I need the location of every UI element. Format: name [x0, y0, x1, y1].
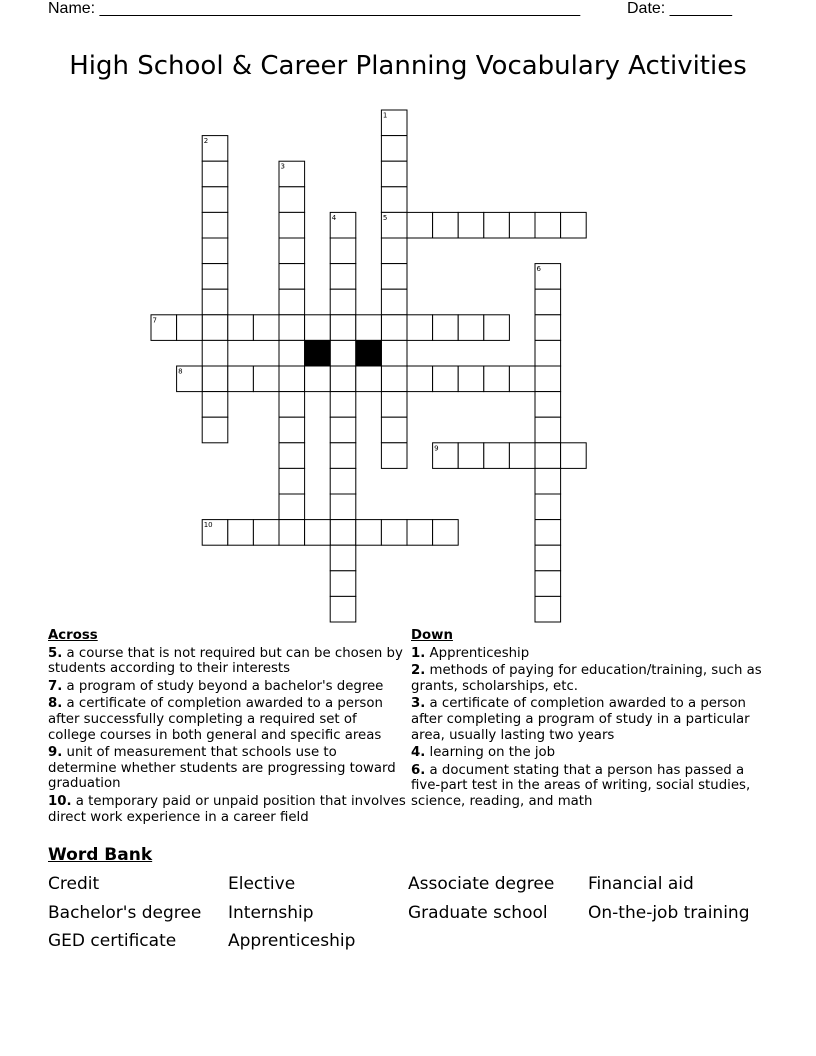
clue-number-label: 5	[382, 213, 388, 222]
clue-number: 3.	[411, 696, 426, 712]
clue-number: 4.	[411, 745, 426, 761]
crossword-cell[interactable]	[279, 289, 305, 315]
crossword-cell[interactable]	[433, 315, 459, 341]
page-title: High School & Career Planning Vocabulary Activities	[69, 51, 747, 81]
crossword-cell[interactable]	[279, 315, 305, 341]
clue-number: 2.	[411, 663, 426, 679]
crossword-cell[interactable]	[202, 212, 228, 238]
crossword-cell[interactable]	[279, 494, 305, 520]
down-clue	[411, 763, 771, 810]
clue-number: 5.	[48, 645, 63, 661]
crossword-cell[interactable]	[509, 212, 535, 238]
shaded-cell	[305, 340, 331, 366]
crossword-cell[interactable]	[561, 443, 587, 469]
crossword-cell[interactable]	[381, 238, 407, 264]
date-field-label: Date: _______	[627, 0, 732, 17]
crossword-cell[interactable]	[253, 366, 279, 392]
across-clue	[48, 679, 408, 695]
crossword-cell[interactable]	[509, 443, 535, 469]
word-bank-title: Word Bank	[48, 845, 153, 865]
crossword-cell[interactable]	[330, 571, 356, 597]
word-bank-item: Internship	[228, 903, 314, 923]
down-clue	[411, 663, 771, 694]
crossword-cell[interactable]	[279, 212, 305, 238]
word-bank-item: GED certificate	[48, 931, 177, 951]
crossword-cell[interactable]	[535, 289, 561, 315]
crossword-cell[interactable]	[330, 238, 356, 264]
crossword-cell[interactable]	[228, 366, 254, 392]
clue-text: a course that is not required but can be chosen by students according to their interests	[48, 645, 403, 677]
clue-number-label: 3	[280, 162, 285, 171]
word-bank-item: Associate degree	[408, 874, 555, 894]
crossword-cell[interactable]	[458, 443, 484, 469]
crossword-cell[interactable]	[202, 315, 228, 341]
across-clue	[48, 745, 408, 792]
down-heading: Down	[411, 628, 453, 643]
word-bank-item: On-the-job training	[588, 903, 750, 923]
crossword-cell[interactable]	[407, 212, 433, 238]
crossword-cell[interactable]	[330, 545, 356, 571]
crossword-cell[interactable]	[253, 315, 279, 341]
word-bank-item: Financial aid	[588, 874, 694, 894]
crossword-cell[interactable]	[535, 571, 561, 597]
crossword-cell[interactable]	[253, 520, 279, 546]
across-heading: Across	[48, 628, 98, 643]
clue-number: 10.	[48, 793, 72, 809]
crossword-cell[interactable]	[330, 366, 356, 392]
crossword-cell[interactable]	[535, 443, 561, 469]
crossword-cell[interactable]	[458, 212, 484, 238]
crossword-cell[interactable]	[535, 417, 561, 443]
crossword-cell[interactable]	[484, 366, 510, 392]
crossword-cell[interactable]	[330, 494, 356, 520]
crossword-cell[interactable]	[279, 392, 305, 418]
crossword-cell[interactable]	[381, 315, 407, 341]
word-bank-item: Graduate school	[408, 903, 548, 923]
clue-number-label: 7	[152, 316, 157, 325]
crossword-cell[interactable]	[330, 392, 356, 418]
across-clue	[48, 646, 408, 677]
crossword-cell[interactable]	[381, 520, 407, 546]
name-field-label: Name: ______________________________________________________	[48, 0, 581, 17]
crossword-cell[interactable]	[407, 315, 433, 341]
clue-number: 6.	[411, 762, 426, 778]
crossword-cell[interactable]	[202, 238, 228, 264]
clue-text: learning on the job	[429, 745, 556, 761]
crossword-cell[interactable]	[279, 264, 305, 290]
crossword-cell[interactable]	[202, 392, 228, 418]
crossword-cell[interactable]	[330, 520, 356, 546]
clue-text: a certificate of completion awarded to a person after completing a program of study in a particular area, usually lasting two years	[411, 696, 750, 743]
crossword-cell[interactable]	[381, 187, 407, 213]
clue-number: 7.	[48, 678, 63, 694]
down-clue	[411, 646, 771, 662]
crossword-cell[interactable]	[202, 289, 228, 315]
crossword-cell[interactable]	[381, 161, 407, 187]
clue-number: 8.	[48, 696, 63, 712]
clue-number: 9.	[48, 745, 63, 761]
clue-text: a temporary paid or unpaid position that involves direct work experience in a career field	[48, 793, 406, 825]
crossword-cell[interactable]	[381, 289, 407, 315]
crossword-cell[interactable]	[330, 264, 356, 290]
down-clues	[411, 628, 771, 812]
crossword-cell[interactable]	[381, 392, 407, 418]
crossword-cell[interactable]	[279, 187, 305, 213]
crossword-cell[interactable]	[535, 596, 561, 622]
crossword-cell[interactable]	[279, 417, 305, 443]
across-clues	[48, 628, 408, 827]
across-clue	[48, 696, 408, 743]
crossword-cell[interactable]	[381, 136, 407, 162]
crossword-cell[interactable]	[484, 315, 510, 341]
crossword-cell[interactable]	[509, 366, 535, 392]
word-bank-item: Credit	[48, 874, 100, 894]
crossword-cell[interactable]	[330, 417, 356, 443]
crossword-cell[interactable]	[202, 340, 228, 366]
crossword-cell[interactable]	[202, 366, 228, 392]
crossword-cell[interactable]	[433, 366, 459, 392]
clue-number-label: 9	[434, 444, 439, 453]
word-bank-item: Bachelor's degree	[48, 903, 202, 923]
crossword-cell[interactable]	[356, 315, 382, 341]
crossword-cell[interactable]	[381, 264, 407, 290]
clue-text: methods of paying for education/training, such as grants, scholarships, etc.	[411, 663, 762, 694]
crossword-cell[interactable]	[305, 520, 331, 546]
crossword-cell[interactable]	[202, 264, 228, 290]
word-bank-item: Apprenticeship	[228, 931, 356, 951]
clue-text: Apprenticeship	[429, 645, 530, 661]
clue-number-label: 2	[203, 137, 209, 146]
clue-number-label: 8	[178, 367, 183, 376]
crossword-cell[interactable]	[561, 212, 587, 238]
crossword-cell[interactable]	[535, 468, 561, 494]
crossword-cell[interactable]	[330, 315, 356, 341]
crossword-cell[interactable]	[279, 468, 305, 494]
down-clue	[411, 745, 771, 761]
crossword-cell[interactable]	[407, 366, 433, 392]
crossword-cell[interactable]	[279, 366, 305, 392]
clue-number-label: 6	[536, 265, 541, 274]
clue-number-label: 4	[331, 213, 337, 222]
crossword-cell[interactable]	[330, 340, 356, 366]
crossword-cell[interactable]	[535, 494, 561, 520]
crossword-cell[interactable]	[535, 212, 561, 238]
crossword-cell[interactable]	[381, 340, 407, 366]
across-clue	[48, 794, 408, 825]
clue-text: a certificate of completion awarded to a person after successfully completing a required set of college courses in both general and specific areas	[48, 696, 383, 743]
clue-number-label: 10	[203, 521, 213, 530]
clue-text: a program of study beyond a bachelor's degree	[66, 678, 384, 694]
crossword-cell[interactable]	[484, 443, 510, 469]
down-clue	[411, 696, 771, 743]
crossword-cell[interactable]	[458, 366, 484, 392]
crossword-cell[interactable]	[381, 366, 407, 392]
shaded-cell	[356, 340, 382, 366]
crossword-cell[interactable]	[381, 443, 407, 469]
crossword-cell[interactable]	[535, 520, 561, 546]
crossword-cell[interactable]	[202, 417, 228, 443]
crossword-cell[interactable]	[279, 520, 305, 546]
crossword-cell[interactable]	[535, 545, 561, 571]
crossword-cell[interactable]	[202, 161, 228, 187]
crossword-cell[interactable]	[279, 238, 305, 264]
crossword-cell[interactable]	[484, 212, 510, 238]
clue-number-label: 1	[382, 111, 388, 120]
crossword-cell[interactable]	[356, 520, 382, 546]
crossword-cell[interactable]	[535, 366, 561, 392]
clue-number: 1.	[411, 645, 426, 661]
crossword-cell[interactable]	[305, 315, 331, 341]
crossword-cell[interactable]	[330, 443, 356, 469]
crossword-cell[interactable]	[330, 468, 356, 494]
crossword-cell[interactable]	[407, 520, 433, 546]
crossword-cell[interactable]	[381, 417, 407, 443]
crossword-cell[interactable]	[279, 340, 305, 366]
crossword-cell[interactable]	[535, 392, 561, 418]
word-bank-item: Elective	[228, 874, 296, 894]
clue-text: a document stating that a person has passed a five-part test in the areas of writing, social studies, science, reading, and math	[411, 762, 751, 809]
crossword-cell[interactable]	[356, 366, 382, 392]
crossword-cell[interactable]	[330, 289, 356, 315]
crossword-cell[interactable]	[330, 596, 356, 622]
crossword-cell[interactable]	[228, 315, 254, 341]
crossword-cell[interactable]	[458, 315, 484, 341]
crossword-cell[interactable]	[535, 315, 561, 341]
crossword-cell[interactable]	[433, 520, 459, 546]
crossword-cell[interactable]	[177, 315, 203, 341]
crossword-cell[interactable]	[535, 340, 561, 366]
crossword-cell[interactable]	[202, 187, 228, 213]
clue-text: unit of measurement that schools use to determine whether students are progressing toward graduation	[48, 745, 396, 792]
crossword-cell[interactable]	[433, 212, 459, 238]
crossword-cell[interactable]	[279, 443, 305, 469]
crossword-cell[interactable]	[305, 366, 331, 392]
crossword-cell[interactable]	[228, 520, 254, 546]
